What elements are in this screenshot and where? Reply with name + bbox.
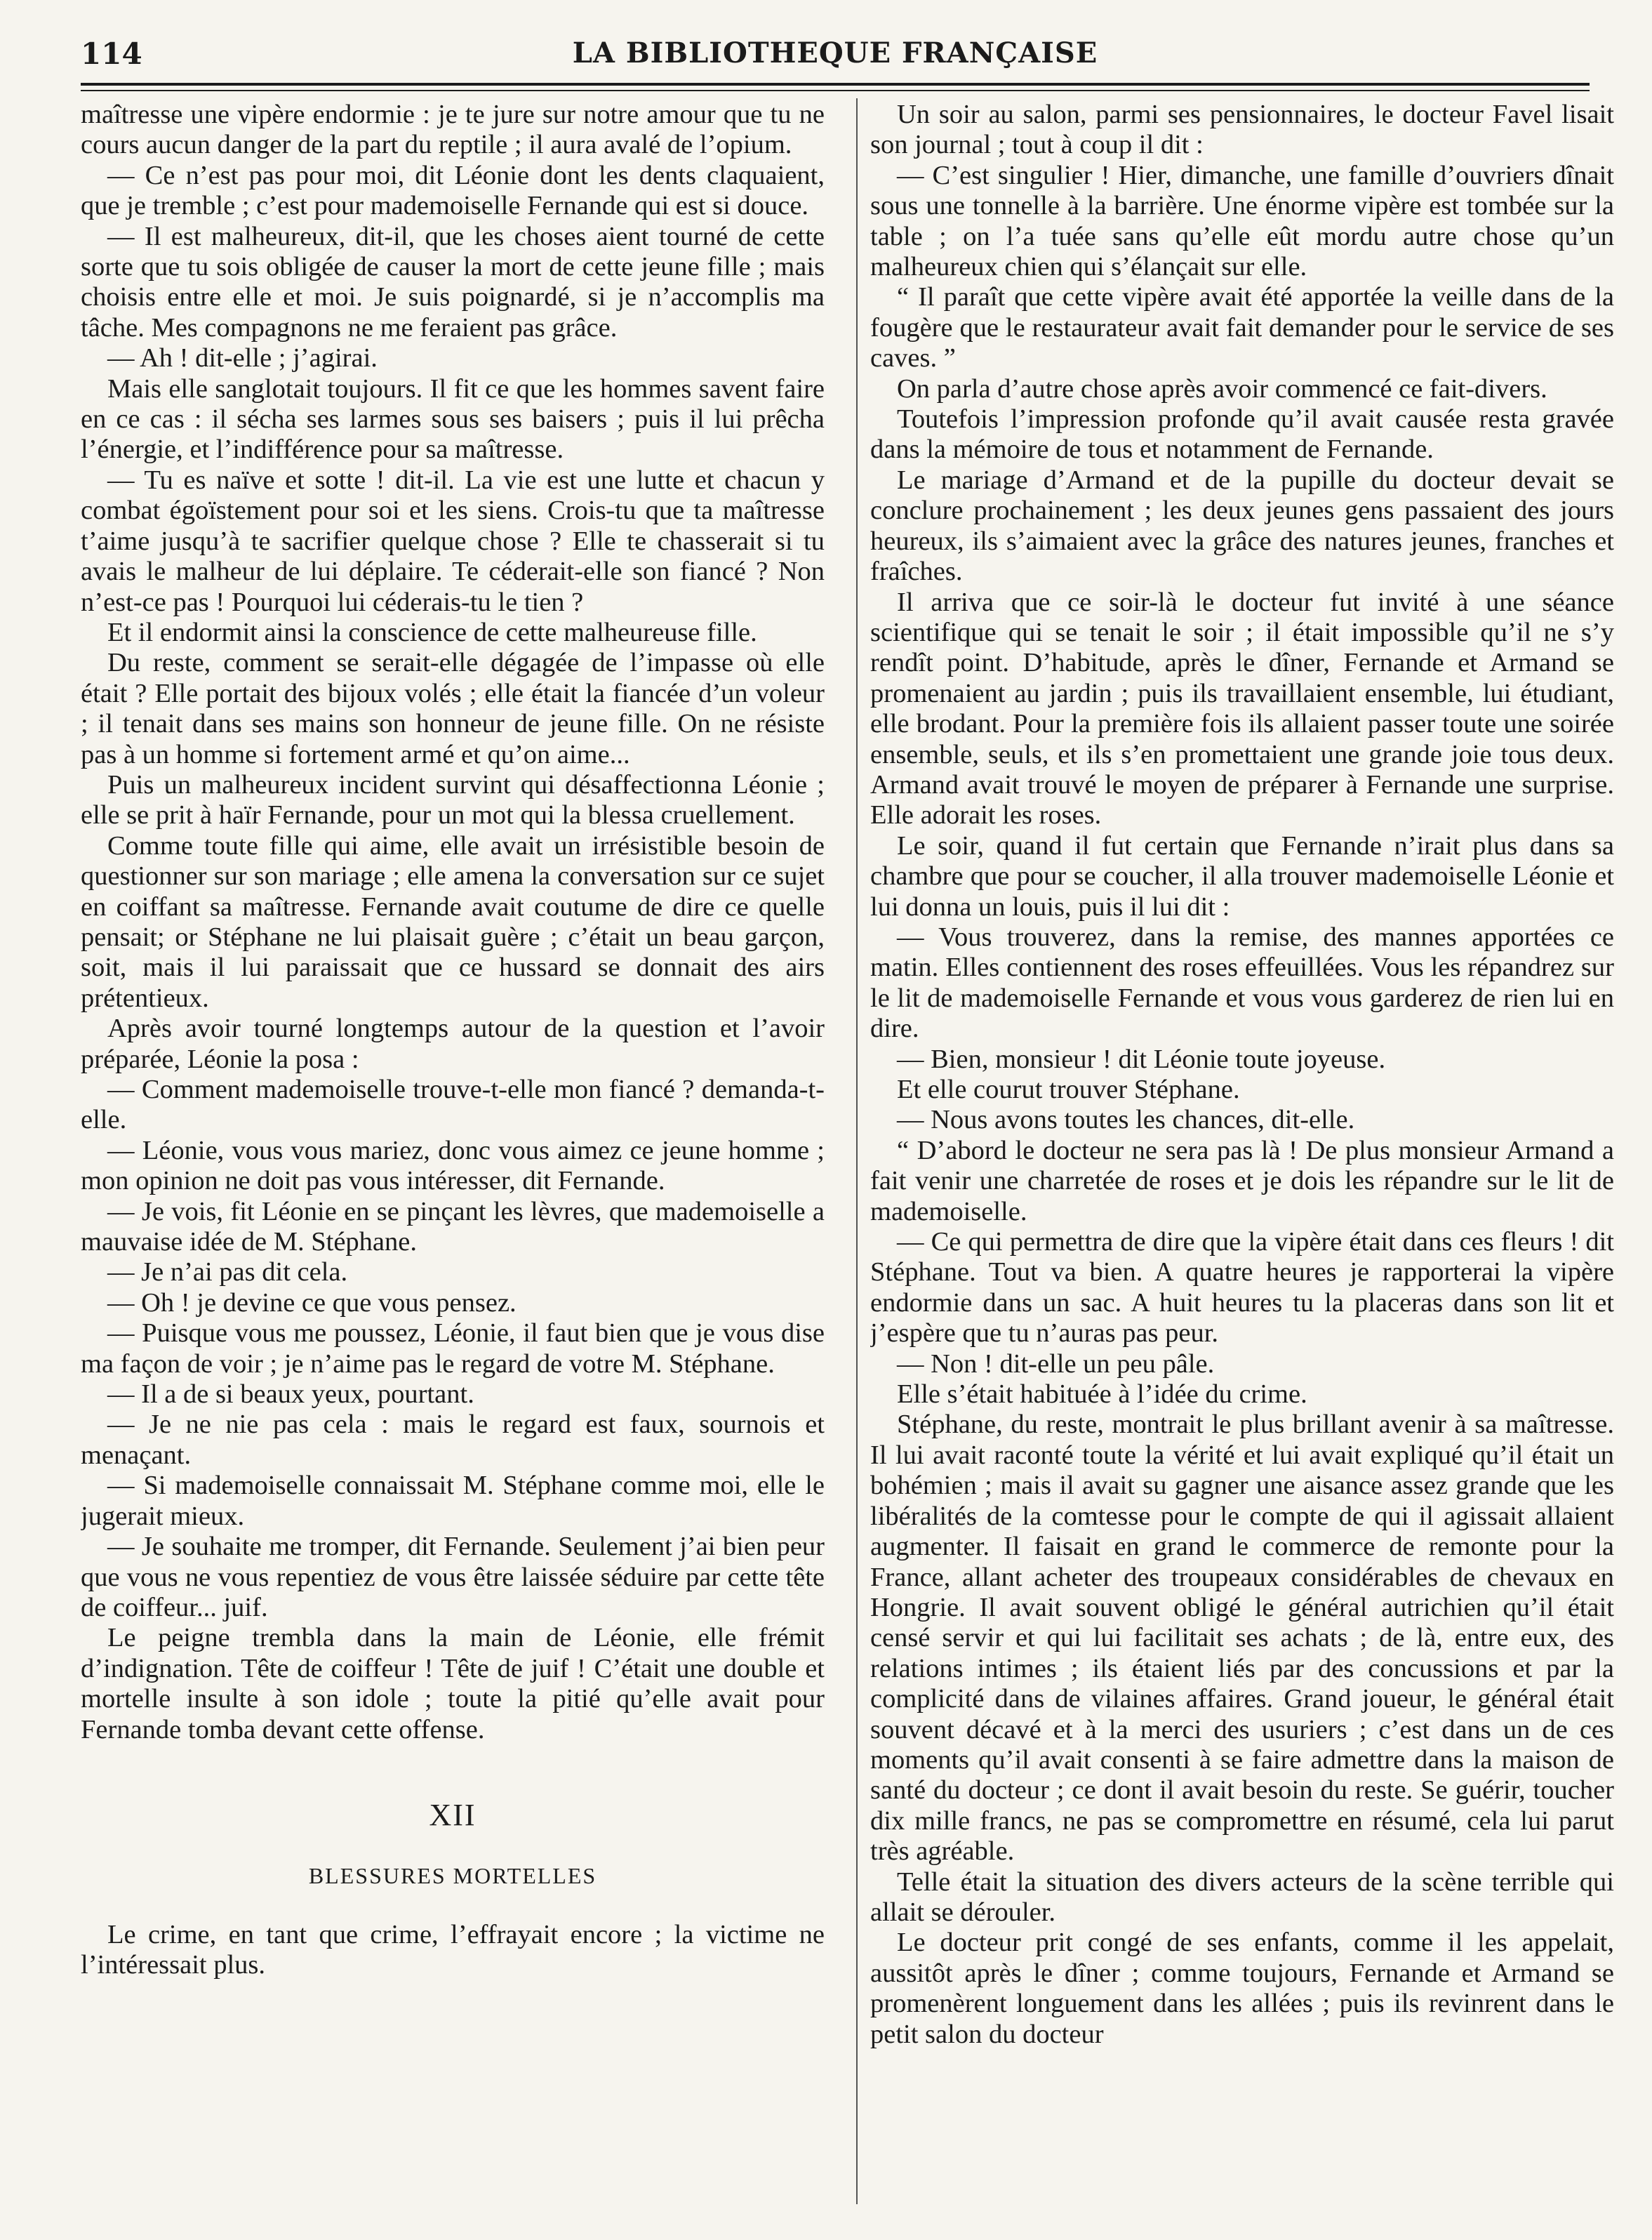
paragraph: — Je n’ai pas dit cela.: [107, 1257, 348, 1287]
page-header: [81, 37, 1590, 79]
paragraph: Un soir au salon, parmi ses pensionnaires, le docteur Favel lisait son journal ; tout à coup il dit :: [870, 100, 1614, 160]
paragraph: — Il a de si beaux yeux, pourtant.: [107, 1379, 474, 1410]
paragraph: Le soir, quand il fut certain que Fernande n’irait plus dans sa chambre que pour se coucher, il alla trouver mademoiselle Léonie et lui donna un louis, puis il lui dit :: [870, 830, 1614, 922]
paragraph: Comme toute fille qui aime, elle avait un irrésistible besoin de questionner sur son mariage ; elle amena la conversation sur ce sujet en coiffant sa maîtresse. Fernande avait coutume de dire ce quelle pensait; or Stéphane ne lui plaisait guère ; c’était un beau garçon, soit, mais il lui paraissait que ce hussard se donnait des airs prétentieux.: [81, 830, 825, 1013]
paragraph: — Si mademoiselle connaissait M. Stéphane comme moi, elle le jugerait mieux.: [81, 1471, 825, 1531]
page-number: 114: [81, 37, 142, 71]
paragraph: — C’est singulier ! Hier, dimanche, une famille d’ouvriers dînait sous une tonnelle à la barrière. Une énorme vipère est tombée sur la table ; on l’a tuée sans qu’elle eût mordu autre chose qu’un malheureux chien qui s’élançait sur elle.: [870, 160, 1614, 282]
header-rule: [81, 83, 1590, 86]
paragraph: “ Il paraît que cette vipère avait été apportée la veille dans de la fougère que le restaurateur avait fait demander pour le service de ses caves. ”: [870, 282, 1614, 373]
chapter-text: [81, 1920, 825, 1981]
paragraph: — Comment mademoiselle trouve-t-elle mon fiancé ? demanda-t-elle.: [81, 1075, 825, 1135]
chapter-number: XII: [429, 1797, 477, 1832]
paragraph: Elle s’était habituée à l’idée du crime.: [897, 1379, 1307, 1410]
paragraph: Mais elle sanglotait toujours. Il fit ce que les hommes savent faire en ce cas : il sécha ses larmes sous ses baisers ; puis il lui prêcha l’énergie, et l’indifférence pour sa maîtresse.: [81, 373, 825, 465]
paragraph: “ D’abord le docteur ne sera pas là ! De plus monsieur Armand a fait venir une charretée de roses et je dois les répandre sur le lit de mademoiselle.: [870, 1135, 1614, 1226]
paragraph: — Je souhaite me tromper, dit Fernande. Seulement j’ai bien peur que vous ne vous repentiez de vous être laissée séduire par cette tête de coiffeur... juif.: [81, 1532, 825, 1622]
paragraph: — Puisque vous me poussez, Léonie, il faut bien que je vous dise ma façon de voir ; je n’aime pas le regard de votre M. Stéphane.: [81, 1318, 825, 1379]
paragraph: Puis un malheureux incident survint qui désaffectionna Léonie ; elle se prit à haïr Fernande, pour un mot qui la blessa cruellement.: [81, 769, 825, 830]
paragraph: — Je vois, fit Léonie en se pinçant les lèvres, que mademoiselle a mauvaise idée de M. Stéphane.: [81, 1196, 825, 1257]
paragraph: Telle était la situation des divers acteurs de la scène terrible qui allait se dérouler.: [870, 1867, 1614, 1927]
paragraph: — Ah ! dit-elle ; j’agirai.: [107, 343, 378, 373]
paragraph: Le mariage d’Armand et de la pupille du docteur devait se conclure prochainement ; les deux jeunes gens passaient des jours heureux, ils s’aimaient avec la grâce des natures jeunes, franches et fraîches.: [870, 465, 1614, 587]
paragraph: maîtresse une vipère endormie : je te jure sur notre amour que tu ne cours aucun danger de la part du reptile ; il aura avalé de l’opium.: [81, 100, 825, 160]
paragraph: — Non ! dit-elle un peu pâle.: [897, 1348, 1215, 1379]
right-column-text: [870, 100, 1614, 2050]
paragraph: — Ce n’est pas pour moi, dit Léonie dont les dents claquaient, que je tremble ; c’est pour mademoiselle Fernande qui est si douce.: [81, 160, 825, 221]
running-title: LA BIBLIOTHEQUE FRANÇAISE: [572, 37, 1098, 69]
paragraph: Le docteur prit congé de ses enfants, comme il les appelait, aussitôt après le dîner ; comme toujours, Fernande et Armand se promenèrent longuement dans les allées ; puis ils revinrent dans le petit salon du docteur: [870, 1928, 1614, 2049]
paragraph: — Je ne nie pas cela : mais le regard est faux, sournois et menaçant.: [81, 1410, 825, 1470]
header-rule-thin: [81, 90, 1590, 91]
paragraph: Après avoir tourné longtemps autour de la question et l’avoir préparée, Léonie la posa :: [81, 1014, 825, 1074]
column-divider: [856, 98, 858, 2204]
paragraph: — Ce qui permettra de dire que la vipère était dans ces fleurs ! dit Stéphane. Tout va bien. A quatre heures je rapporterai la vipère endormie dans un sac. A huit heures tu la placeras dans son lit et j’espère que tu n’auras pas peur.: [870, 1227, 1614, 1348]
paragraph: — Léonie, vous vous mariez, donc vous aimez ce jeune homme ; mon opinion ne doit pas vous intéresser, dit Fernande.: [81, 1135, 825, 1196]
paragraph: Du reste, comment se serait-elle dégagée de l’impasse où elle était ? Elle portait des bijoux volés ; elle était la fiancée d’un voleur ; il tenait dans ses mains son honneur de jeune fille. On ne résiste pas à un homme si fortement armé et qu’on aime...: [81, 648, 825, 769]
left-column-text: [81, 100, 825, 1745]
paragraph: On parla d’autre chose après avoir commencé ce fait-divers.: [897, 373, 1547, 404]
paragraph: — Il est malheureux, dit-il, que les choses aient tourné de cette sorte que tu sois obligée de causer la mort de cette jeune fille ; mais choisis entre elle et moi. Je suis poignardé, si je n’accomplis ma tâche. Mes compagnons ne me feraient pas grâce.: [81, 221, 825, 343]
left-column: [81, 100, 825, 2185]
chapter-title: BLESSURES MORTELLES: [308, 1863, 597, 1889]
paragraph: Le peigne trembla dans la main de Léonie, elle frémit d’indignation. Tête de coiffeur ! Tête de juif ! C’était une double et mortelle insulte à son idole ; toute la pitié qu’elle avait pour Fernande tomba devant cette offense.: [81, 1623, 825, 1744]
right-column: [870, 100, 1614, 2185]
paragraph: Et elle courut trouver Stéphane.: [897, 1075, 1240, 1104]
paragraph: — Vous trouverez, dans la remise, des mannes apportées ce matin. Elles contiennent des roses effeuillées. Vous les répandrez sur le lit de mademoiselle Fernande et vous vous garderez de rien lui en dire.: [870, 922, 1614, 1044]
paragraph: Le crime, en tant que crime, l’effrayait encore ; la victime ne l’intéressait plus.: [81, 1919, 825, 1980]
paragraph: Il arriva que ce soir-là le docteur fut invité à une séance scientifique qui se tenait le soir ; il était impossible qu’il ne s’y rendît point. D’habitude, après le dîner, Fernande et Armand se promenaient au jardin ; puis ils travaillaient ensemble, lui étudiant, elle brodant. Pour la première fois ils allaient passer toute une soirée ensemble, seuls, et ils s’en promettaient une grande joie tous deux. Armand avait trouvé le moyen de préparer à Fernande une surprise. Elle adorait les roses.: [870, 587, 1614, 830]
paragraph: Stéphane, du reste, montrait le plus brillant avenir à sa maîtresse. Il lui avait raconté toute la vérité et lui avait expliqué qu’il était un bohémien ; mais il avait su gagner une aisance assez grande que les libéralités de la comtesse pour le compte de qui il agissait allaient augmenter. Il faisait en grand le commerce de remonte pour la France, allant acheter des troupeaux considérables de chevaux en Hongrie. Il avait souvent obligé le général autrichien qu’il était censé servir et qui lui facilitait ses achats ; de là, entre eux, des relations intimes ; ils étaient liés par des concussions et par la complicité dans de vilaines affaires. Grand joueur, le général était souvent décavé et à la merci des usuriers ; c’est dans un de ces moments qu’il avait consenti à se faire admettre dans la maison de santé du docteur ; ce dont il avait besoin du reste. Se guérir, toucher dix mille francs, ne pas se compromettre en résumé, cela lui parut très agréable.: [870, 1410, 1614, 1867]
paragraph: Et il endormit ainsi la conscience de cette malheureuse fille.: [107, 617, 757, 647]
paragraph: Toutefois l’impression profonde qu’il avait causée resta gravée dans la mémoire de tous et notamment de Fernande.: [870, 404, 1614, 465]
paragraph: — Bien, monsieur ! dit Léonie toute joyeuse.: [897, 1044, 1386, 1074]
paragraph: — Oh ! je devine ce que vous pensez.: [107, 1287, 517, 1318]
paragraph: — Tu es naïve et sotte ! dit-il. La vie est une lutte et chacun y combat égoïstement pour soi et les siens. Crois-tu que ta maîtresse t’aime jusqu’à te sacrifier quelque chose ? Elle te chasserait si tu avais le malheur de lui déplaire. Te céderait-elle son fiancé ? Non n’est-ce pas ! Pourquoi lui céderais-tu le tien ?: [81, 465, 825, 617]
paragraph: — Nous avons toutes les chances, dit-elle.: [897, 1105, 1355, 1135]
